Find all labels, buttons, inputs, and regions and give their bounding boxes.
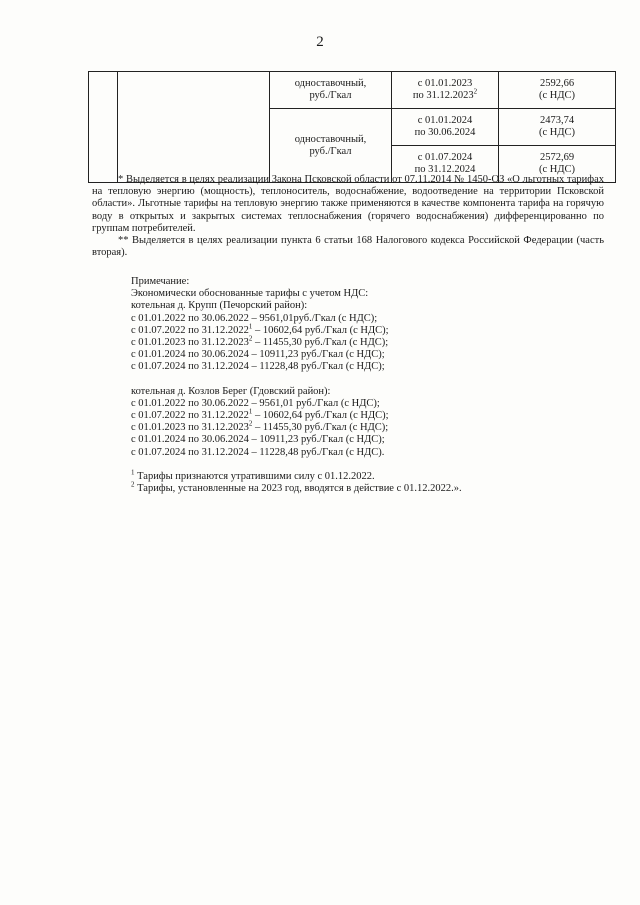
vat-label: (с НДС) [538, 90, 576, 101]
footnote-ref: 1 [248, 322, 253, 331]
tariff-line: с 01.01.2024 по 30.06.2024 – 10911,23 руб./Гкал (с НДС); [131, 349, 385, 361]
note-intro: Экономически обоснованные тарифы с учетом НДС: [131, 288, 369, 300]
tariff-line: с 01.01.2023 по 31.12.2023$^2$ – 11455,30 руб./Гкал (с НДС); [131, 334, 389, 349]
footnote-1: $^1$ Тарифы признаются утратившими силу с 01.12.2022. [131, 468, 375, 482]
footnote-ref: 2 [131, 480, 135, 489]
footnote-star1: * Выделяется в целях реализации Закона Псковской области от 07.11.2014 № 1450-ОЗ «О льготных тарифах на тепловую энергию (мощность), теплоноситель, водоснабжение, водоотведение на территории Псковской области». Льготные тарифы на тепловую энергию также применяются в качестве компонента тарифа на горячую воду в открытых и закрытых системах теплоснабжения (горячего водоснабжения) дифференцированно по группам потребителей. [92, 174, 604, 234]
footnote-ref: 2 [248, 419, 253, 428]
tariff-type-cell [270, 72, 392, 109]
footnote-ref: 2 [248, 334, 253, 343]
tariff-type: одноставочный, [294, 133, 367, 145]
footnote-2: $^2$ Тарифы, установленные на 2023 год, вводятся в действие с 01.12.2022.». [131, 480, 462, 495]
tariff-unit: руб./Гкал [309, 90, 352, 101]
period-from: с 01.07.2024 [417, 152, 473, 163]
period-from: с 01.01.2024 [417, 115, 473, 126]
table-cell-empty [89, 72, 118, 183]
tariff-line: с 01.01.2023 по 31.12.2023$^2$ – 11455,30 руб./Гкал (с НДС); [131, 419, 389, 434]
period-to: по 31.12.2024 [414, 164, 476, 175]
period-from: с 01.01.2023 [417, 78, 473, 89]
boiler-name: котельная д. Крупп (Печорский район): [131, 300, 308, 312]
period-to: по 31.12.2023 [412, 90, 474, 101]
tariff-type: одноставочный, [294, 78, 367, 89]
footnotes [92, 174, 604, 259]
footnote-ref: 1 [131, 468, 135, 477]
boiler-name: котельная д. Козлов Берег (Гдовский район): [131, 385, 331, 397]
period-cell [392, 72, 499, 109]
footnote-ref: 1 [248, 407, 253, 416]
period-to: по 30.06.2024 [414, 127, 476, 138]
footnote-star2: ** Выделяется в целях реализации пункта 6 статьи 168 Налогового кодекса Российской Федерации (часть вторая). [92, 235, 604, 259]
page-number: 2 [316, 34, 324, 50]
tariff-line: с 01.01.2024 по 30.06.2024 – 10911,23 руб./Гкал (с НДС); [131, 434, 385, 446]
tariff-line: с 01.07.2024 по 31.12.2024 – 11228,48 руб./Гкал (с НДС); [131, 361, 385, 373]
price-value: 2473,74 [539, 115, 575, 126]
note-title: Примечание: [131, 276, 190, 287]
tariff-line: с 01.07.2022 по 31.12.2022$^1$ – 10602,64 руб./Гкал (с НДС); [131, 322, 389, 336]
footnote-ref: 2 [473, 87, 478, 96]
tariff-line: с 01.01.2022 по 30.06.2022 – 9561,01 руб./Гкал (с НДС); [131, 397, 380, 409]
vat-label: (с НДС) [538, 164, 576, 175]
tariff-line: с 01.07.2024 по 31.12.2024 – 11228,48 руб./Гкал (с НДС). [131, 446, 385, 458]
note-block [131, 276, 531, 495]
period-cell [392, 109, 499, 146]
price-cell [499, 109, 616, 146]
table-cell-empty [118, 72, 270, 183]
tariff-type-cell [270, 109, 392, 183]
vat-label: (с НДС) [538, 127, 576, 138]
tariff-line: с 01.07.2022 по 31.12.2022$^1$ – 10602,64 руб./Гкал (с НДС); [131, 407, 389, 422]
table-row [89, 72, 616, 109]
price-cell [499, 72, 616, 109]
price-value: 2572,69 [539, 152, 575, 163]
price-value: 2592,66 [539, 78, 575, 89]
tariff-table [88, 71, 616, 183]
tariff-line: с 01.01.2022 по 30.06.2022 – 9561,01руб./Гкал (с НДС); [131, 312, 378, 324]
tariff-unit: руб./Гкал [309, 145, 352, 157]
